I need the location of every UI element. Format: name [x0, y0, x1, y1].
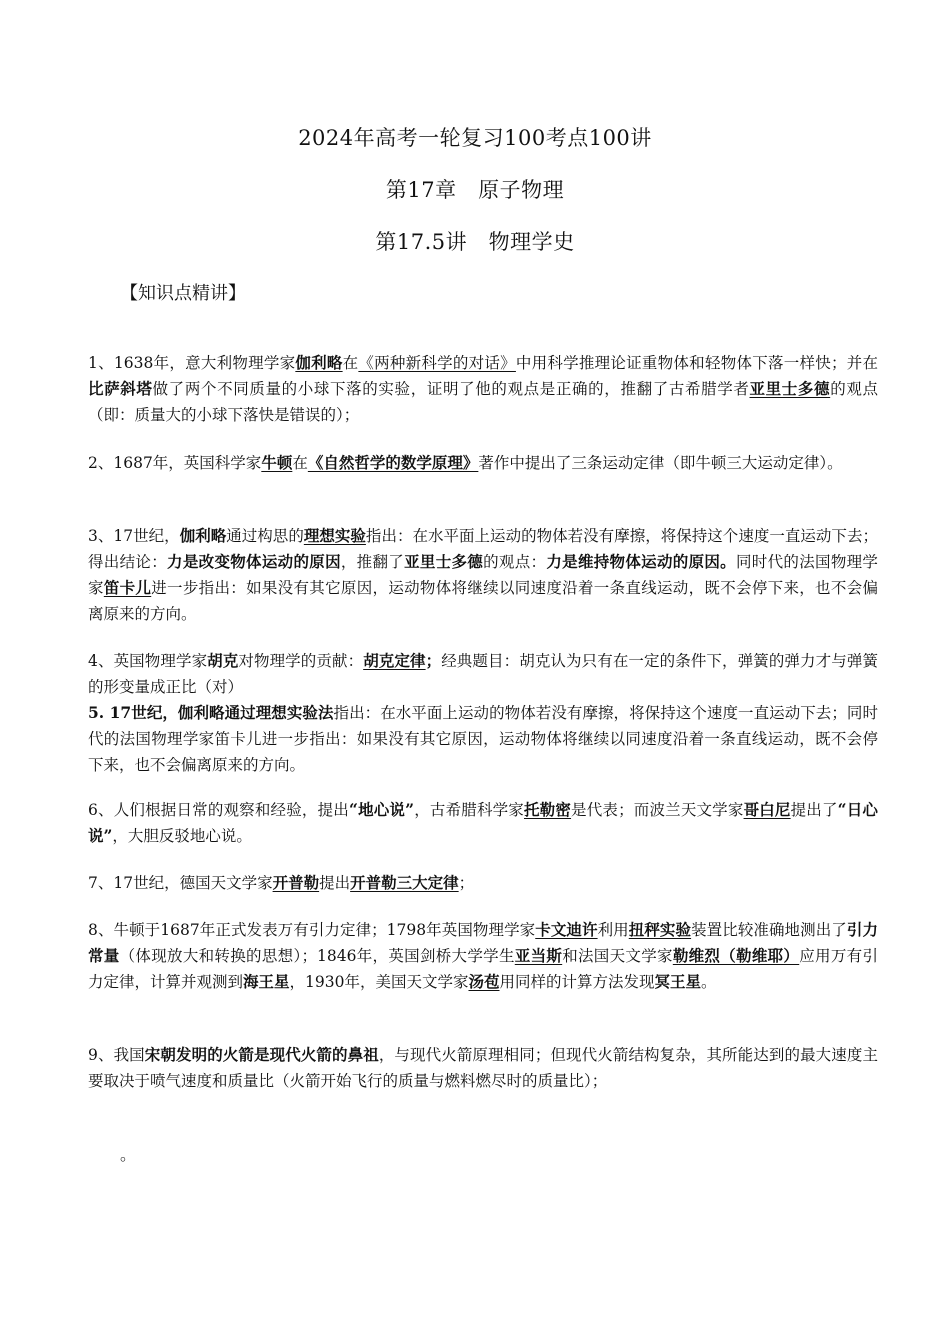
keyword-copernicus: 哥白尼 [743, 800, 791, 819]
text: 和法国天文学家 [562, 947, 673, 965]
text: 同时代的法国物理学家 [88, 553, 878, 597]
text: 著作中提出了三条运动定律（即牛顿三大运动定律）。 [478, 454, 843, 472]
paragraph-5-text: 指出：在水平面上运动的物体若没有摩擦，将保持这个速度一直运动下去；同时代的法国物理学家笛卡儿进一步指出：如果没有其它原因，运动物体将继续以同速度沿着一条直线运动，既不会停下来，也不会偏离原来的方向。 [88, 704, 878, 774]
doc-title: 2024年高考一轮复习100考点100讲 [298, 126, 652, 150]
text: 9、我国 [88, 1046, 145, 1064]
text: 中用科学推理论证重物体和轻物体下落一样快；并在 [515, 354, 878, 372]
keyword-descartes: 笛卡儿 [103, 578, 152, 597]
text: 的观点（即：质量大的小球下落快是错误的）； [88, 380, 878, 424]
paragraph-5-lead: 5. 17世纪，伽利略通过理想实验法 [88, 703, 334, 722]
keyword-aristotle: 亚里士多德 [404, 552, 484, 571]
text: 是代表；而波兰天文学家 [571, 801, 744, 819]
text: 7、17世纪，德国天文学家 [88, 874, 273, 892]
text: 2、1687年，英国科学家 [88, 454, 262, 472]
keyword-kepler: 开普勒 [272, 873, 320, 892]
keyword-galileo: 伽利略 [295, 353, 343, 372]
keyword-gravitational-constant: 引力常量 [88, 920, 878, 965]
paragraph-3 [88, 523, 878, 627]
text: 8、牛顿于1687年正式发表万有引力定律；1798年英国物理学家 [88, 921, 536, 939]
keyword-le-verrier: 勒维烈（勒维耶） [672, 946, 800, 965]
text: 应用万有引力定律，计算并观测到 [88, 947, 878, 991]
text: 通过构思的 [226, 527, 304, 545]
paragraph-1 [88, 350, 878, 428]
keyword-pluto: 冥王星 [654, 972, 702, 991]
keyword-torsion-balance: 扭秤实验 [628, 920, 692, 939]
text: 经典题目：胡克认为只有在一定的条件下，弹簧的弹力才与弹簧的形变量成正比（对） [88, 652, 878, 696]
book-title: 《两种新科学的对话》 [358, 354, 516, 372]
text: 的观点： [483, 553, 547, 571]
text: 用同样的计算方法发现 [499, 973, 655, 991]
text: 指出：在水平面上运动的物体若没有摩擦，将保持这个速度一直运动下去；得出结论： [88, 527, 878, 571]
text: 提出 [319, 874, 351, 892]
lecture-title: 第17.5讲 物理学史 [375, 230, 575, 254]
text: ，大胆反驳地心说。 [112, 827, 252, 845]
text: 在 [292, 454, 308, 472]
text: 。 [701, 973, 717, 991]
conclusion: 力是改变物体运动的原因 [167, 552, 341, 571]
paragraph-9 [88, 1042, 878, 1094]
text: 做了两个不同质量的小球下落的实验，证明了他的观点是正确的，推翻了古希腊学者 [152, 380, 750, 398]
text: 利用 [597, 921, 629, 939]
text: ，1930年，美国天文学家 [289, 973, 469, 991]
keyword-galileo: 伽利略 [179, 526, 227, 545]
keyword-ptolemy: 托勒密 [524, 800, 572, 819]
keyword-song-rocket: 宋朝发明的火箭是现代火箭的鼻祖 [144, 1045, 379, 1064]
text: （体现放大和转换的思想）；1846年，英国剑桥大学学生 [119, 947, 515, 965]
paragraph-4 [88, 648, 878, 778]
paragraph-2 [88, 450, 878, 476]
paragraph-7 [88, 870, 878, 896]
text: ，与现代火箭原理相同；但现代火箭结构复杂，其所能达到的最大速度主要取决于喷气速度和质量比（火箭开始飞行的质量与燃料燃尽时的质量比）； [88, 1046, 878, 1090]
text: 对物理学的贡献： [238, 652, 364, 670]
text: 4、英国物理学家 [88, 652, 208, 670]
text: ，推翻了 [340, 553, 405, 571]
text: ； [458, 874, 475, 892]
keyword-hooke: 胡克 [207, 651, 239, 670]
text: ，古希腊科学家 [414, 801, 524, 819]
text: ； [425, 651, 442, 670]
keyword-newton: 牛顿 [261, 453, 293, 472]
keyword-ideal-experiment: 理想实验 [303, 526, 366, 545]
trailing-mark: 。 [120, 1145, 137, 1164]
text: 装置比较准确地测出了 [691, 921, 847, 939]
keyword-tombaugh: 汤苞 [468, 972, 500, 991]
text: 1、1638年，意大利物理学家 [88, 354, 296, 372]
old-view: 力是维持物体运动的原因。 [546, 552, 736, 571]
keyword-neptune: 海王星 [243, 972, 290, 991]
keyword-geocentric: “地心说” [348, 800, 415, 819]
section-heading: 【知识点精讲】 [120, 283, 246, 304]
chapter-title: 第17章 原子物理 [385, 178, 565, 202]
paragraph-8 [88, 917, 878, 995]
keyword-adams: 亚当斯 [514, 946, 563, 965]
keyword-kepler-laws: 开普勒三大定律 [350, 873, 459, 892]
keyword-heliocentric: “日心说” [88, 800, 878, 845]
text: 提出了 [790, 801, 838, 819]
keyword-aristotle: 亚里士多德 [749, 379, 831, 398]
text: 3、17世纪， [88, 527, 180, 545]
keyword-cavendish: 卡文迪许 [535, 920, 598, 939]
text: 在 [342, 354, 359, 372]
paragraph-6 [88, 797, 878, 849]
keyword-hookes-law: 胡克定律 [363, 651, 426, 670]
keyword-pisa: 比萨斜塔 [88, 379, 153, 398]
text: 进一步指出：如果没有其它原因，运动物体将继续以同速度沿着一条直线运动，既不会停下来，也不会偏离原来的方向。 [88, 579, 878, 623]
text: 6、人们根据日常的观察和经验，提出 [88, 801, 349, 819]
book-title: 《自然哲学的数学原理》 [307, 453, 479, 472]
